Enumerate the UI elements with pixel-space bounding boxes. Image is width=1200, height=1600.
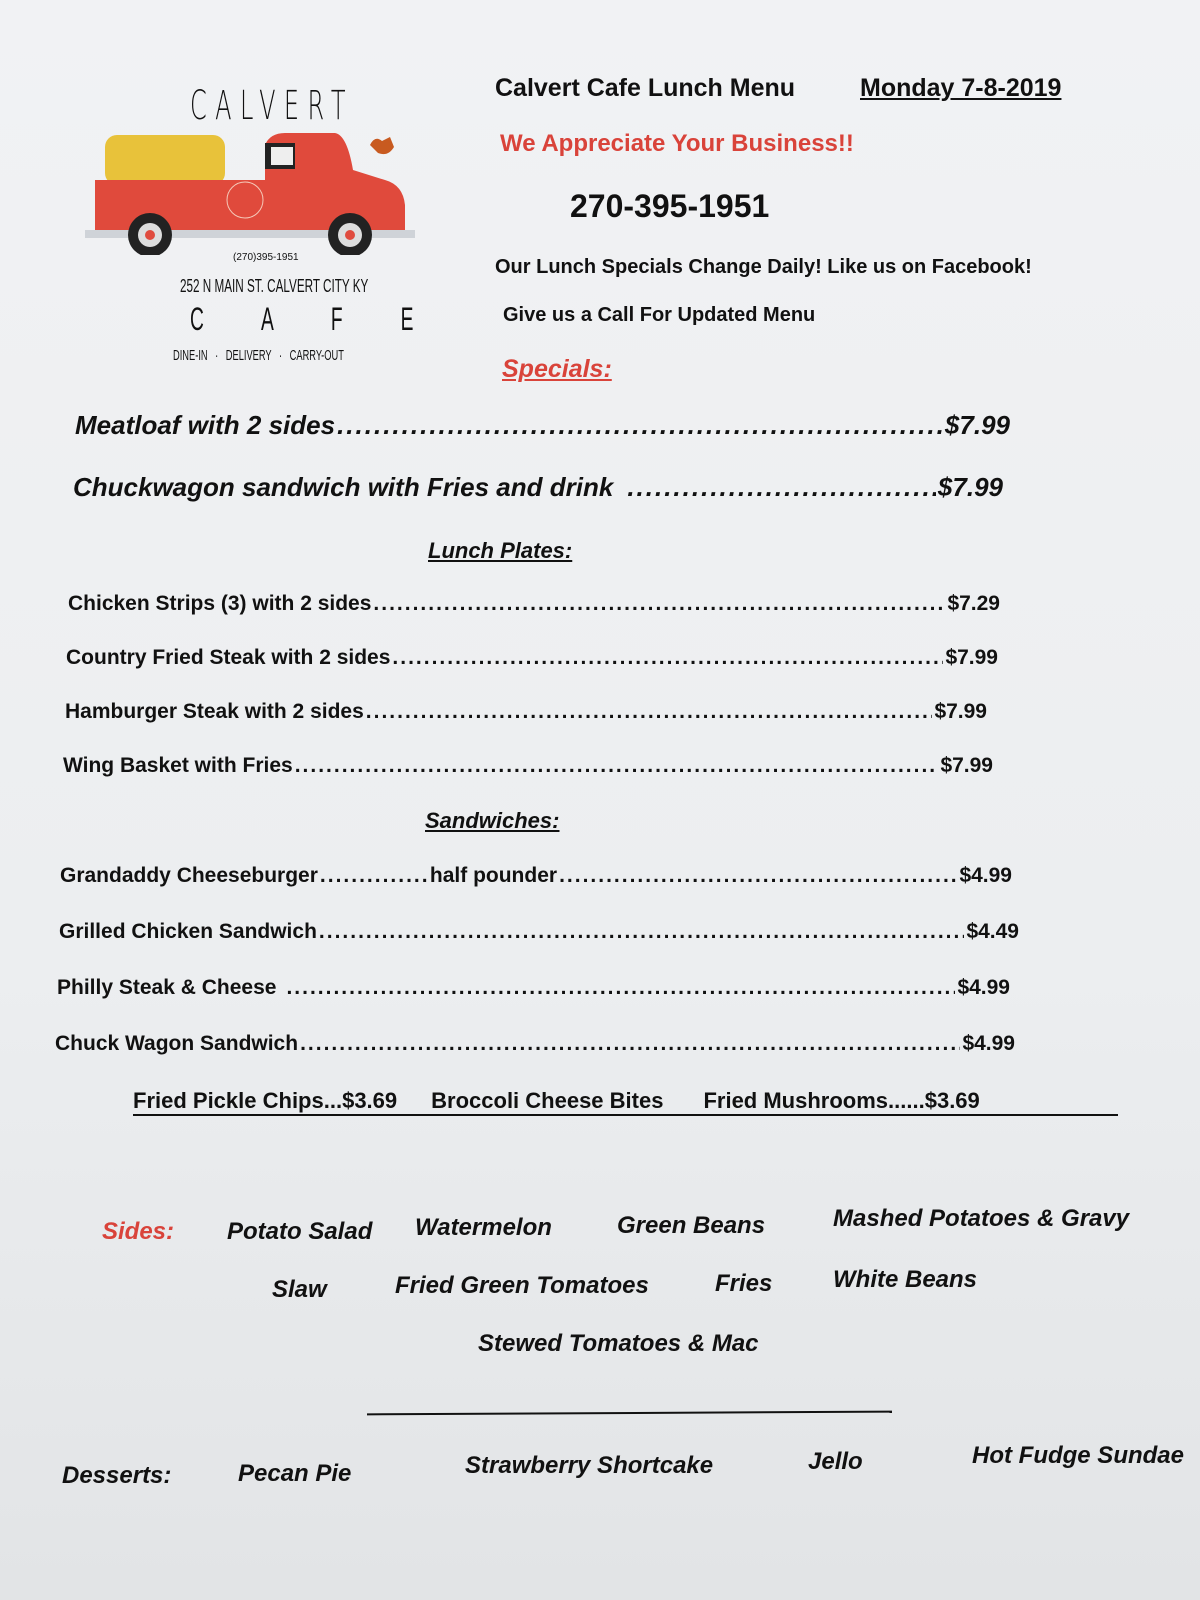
lunch-plates-heading: Lunch Plates: — [428, 538, 573, 563]
dessert-item: Hot Fudge Sundae — [972, 1442, 1184, 1469]
item-name: Philly Steak & Cheese — [57, 976, 277, 999]
side-item: White Beans — [833, 1266, 978, 1293]
leader-dots: ... — [323, 1088, 343, 1113]
specials-heading: Specials: — [502, 355, 612, 383]
item-price: $7.99 — [940, 754, 993, 777]
item-price: $7.99 — [934, 700, 987, 723]
item-name: Hamburger Steak with 2 sides — [65, 700, 364, 723]
logo-phone: (270)395-1951 — [233, 252, 299, 263]
call-note: Give us a Call For Updated Menu — [503, 304, 816, 326]
item-name: Meatloaf with 2 sides — [75, 410, 336, 440]
sandwiches-heading: Sandwiches: — [425, 808, 560, 833]
item-price: $4.99 — [959, 864, 1012, 887]
menu-item — [63, 754, 993, 778]
appreciate-text: We Appreciate Your Business!! — [500, 130, 854, 157]
menu-title: Calvert Cafe Lunch Menu — [495, 74, 796, 102]
menu-item — [65, 700, 987, 724]
menu-item — [57, 976, 1010, 1000]
menu-item — [73, 472, 1003, 503]
cafe-logo — [85, 65, 465, 385]
item-price: $3.69 — [342, 1088, 398, 1113]
phone-number: 270-395-1951 — [570, 188, 770, 224]
logo-cafe: C A F E — [190, 301, 440, 337]
side-item: Fries — [715, 1270, 773, 1297]
item-name: Fried Mushrooms — [703, 1088, 889, 1113]
item-name: Fried Pickle Chips — [133, 1088, 324, 1113]
leader-dots: ...... — [888, 1088, 925, 1113]
side-item: Green Beans — [617, 1212, 766, 1239]
logo-tagline: DINE-IN · DELIVERY · CARRY-OUT — [173, 347, 344, 364]
menu-item — [59, 920, 1019, 944]
sides-label: Sides: — [102, 1218, 175, 1245]
item-price: $7.99 — [937, 472, 1003, 502]
item-price: $3.69 — [924, 1088, 980, 1113]
dessert-item: Pecan Pie — [238, 1460, 352, 1487]
side-item: Slaw — [272, 1276, 327, 1303]
side-item: Watermelon — [415, 1214, 552, 1241]
side-item: Potato Salad — [227, 1218, 373, 1245]
specials-note: Our Lunch Specials Change Daily! Like us on Facebook! — [495, 256, 1032, 278]
menu-item — [75, 410, 1010, 441]
divider-line — [367, 1411, 892, 1416]
side-item: Stewed Tomatoes & Mac — [478, 1330, 759, 1357]
item-name: Wing Basket with Fries — [63, 754, 293, 777]
appetizers-row — [133, 1088, 1118, 1116]
item-name: Chuck Wagon Sandwich — [55, 1032, 299, 1055]
menu-date: Monday 7-8-2019 — [860, 74, 1062, 102]
item-name: Chicken Strips (3) with 2 sides — [68, 592, 372, 615]
item-name: Grilled Chicken Sandwich — [59, 920, 317, 943]
item-note: half pounder — [429, 864, 558, 887]
item-name: Country Fried Steak with 2 sides — [66, 646, 391, 669]
red-truck-icon — [85, 125, 425, 255]
dessert-item: Strawberry Shortcake — [465, 1452, 714, 1479]
dessert-item: Jello — [808, 1448, 863, 1475]
item-price: $7.29 — [947, 592, 1000, 615]
menu-item — [55, 1032, 1015, 1056]
side-item: Fried Green Tomatoes — [395, 1272, 649, 1299]
desserts-label: Desserts: — [62, 1462, 172, 1489]
item-price: $7.99 — [944, 410, 1010, 440]
item-price: $4.99 — [957, 976, 1010, 999]
item-name: Grandaddy Cheeseburger — [60, 864, 318, 887]
side-item: Mashed Potatoes & Gravy — [833, 1205, 1130, 1232]
logo-address: 252 N MAIN ST. CALVERT CITY KY — [180, 276, 369, 296]
item-price: $4.49 — [966, 920, 1019, 943]
menu-item — [66, 646, 998, 670]
menu-item — [60, 864, 1012, 888]
menu-item — [68, 592, 1000, 616]
item-price: $4.99 — [962, 1032, 1015, 1055]
item-name: Broccoli Cheese Bites — [431, 1088, 664, 1113]
logo-title: CALVERT — [190, 83, 354, 129]
item-name: Chuckwagon sandwich with Fries and drink — [73, 472, 614, 502]
item-price: $7.99 — [945, 646, 998, 669]
